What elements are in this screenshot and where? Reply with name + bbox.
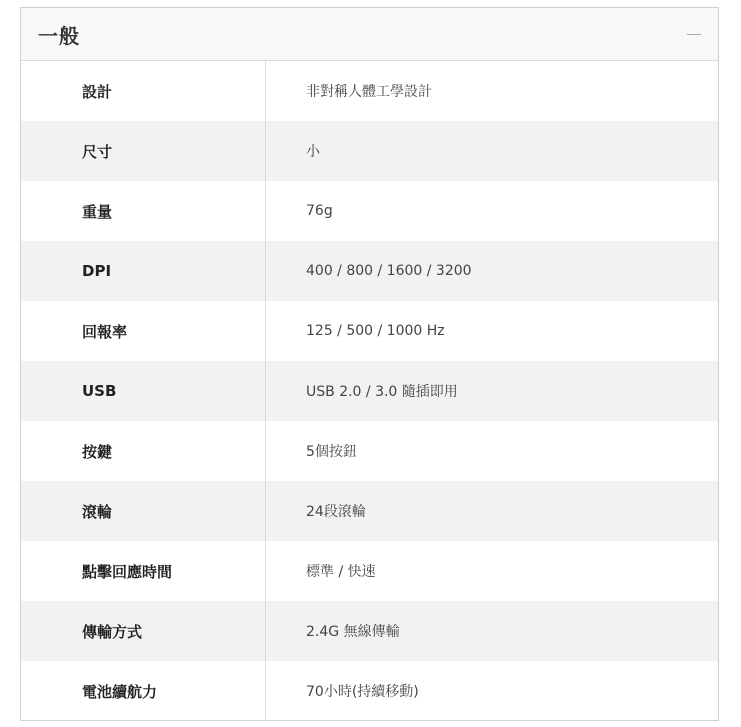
spec-row [21,301,718,361]
spec-label: 傳輸方式 [21,601,266,661]
spec-row [21,181,718,241]
spec-label: 回報率 [21,301,266,361]
collapse-icon[interactable] [686,26,702,42]
spec-row [21,481,718,541]
spec-row [21,421,718,481]
spec-value: 5個按鈕 [306,444,357,460]
section-title: 一般 [38,23,80,48]
spec-label: 重量 [21,181,266,241]
spec-row [21,361,718,421]
spec-label: 電池續航力 [21,661,266,721]
spec-value: 400 / 800 / 1600 / 3200 [306,263,472,279]
spec-row [21,241,718,301]
spec-value: 小 [306,144,320,160]
spec-row [21,541,718,601]
spec-row [21,661,718,721]
spec-value: 非對稱人體工學設計 [306,84,432,100]
spec-row [21,601,718,661]
spec-label: 滾輪 [21,481,266,541]
spec-label: USB [21,361,266,421]
spec-row [21,61,718,121]
spec-table [21,61,718,721]
spec-label: 設計 [21,61,266,121]
spec-value: 76g [306,203,333,219]
section-header[interactable] [21,8,718,61]
spec-value: 125 / 500 / 1000 Hz [306,323,445,339]
spec-value: USB 2.0 / 3.0 隨插即用 [306,384,458,400]
spec-value: 70小時(持續移動) [306,684,419,700]
spec-label: DPI [21,241,266,301]
spec-label: 按鍵 [21,421,266,481]
spec-label: 點擊回應時間 [21,541,266,601]
spec-row [21,121,718,181]
spec-value: 24段滾輪 [306,504,366,520]
spec-label: 尺寸 [21,121,266,181]
spec-value: 2.4G 無線傳輸 [306,624,400,640]
spec-value: 標準 / 快速 [306,564,376,580]
spec-panel [20,7,719,721]
